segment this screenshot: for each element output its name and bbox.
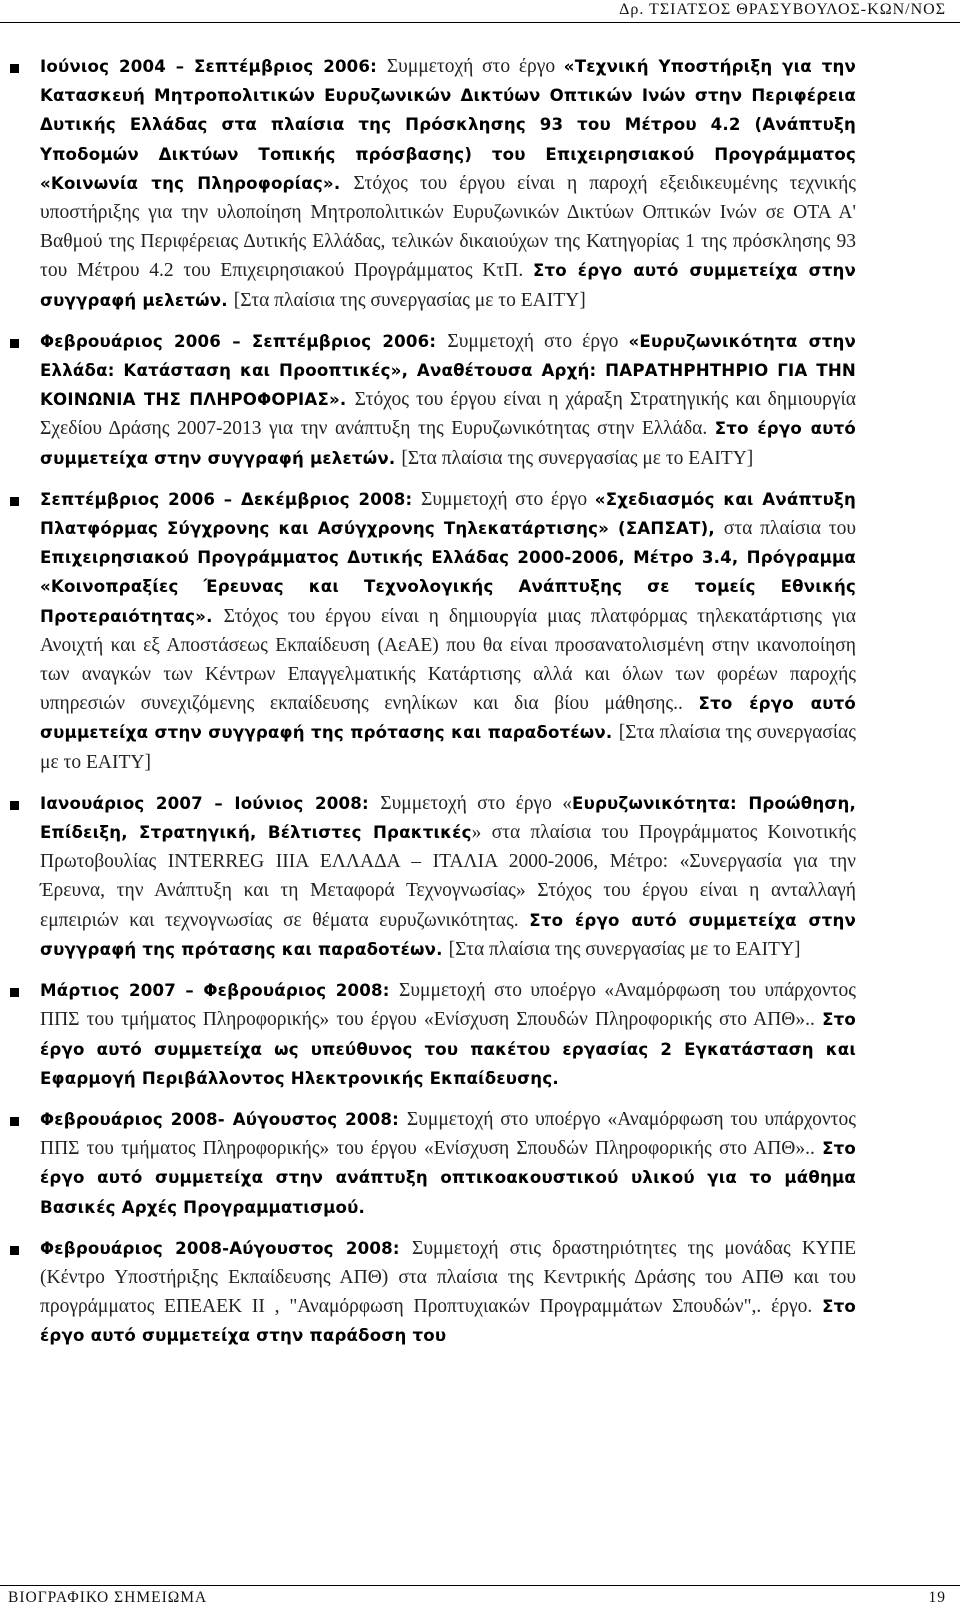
entry-paragraph bbox=[40, 327, 856, 473]
bullet-square-icon bbox=[10, 988, 19, 997]
bullet-square-icon bbox=[10, 801, 19, 810]
entry-paragraph bbox=[40, 52, 856, 315]
list-item bbox=[0, 485, 960, 777]
header-title: Δρ. ΤΣΙΑΤΣΟΣ ΘΡΑΣΥΒΟΥΛΟΣ-ΚΩΝ/ΝΟΣ bbox=[619, 1, 946, 18]
bold-text-segment: «Ευρυζωνικότητα στην Ελλάδα: Κατάσταση και Προοπτικές», Αναθέτουσα Αρχή: ΠΑΡΑΤΗΡΗΤΗΡΙΟ ΓΙΑ ΤΗΝ ΚΟΙΝΩΝΙΑ ΤΗΣ ΠΛΗΡΟΦΟΡΙΑΣ». bbox=[40, 331, 857, 410]
text-segment: » στα πλαίσια του Προγράμματος Κοινοτικής Πρωτοβουλίας INTERREG IIIA ΕΛΛΑΔΑ – ΙΤΑΛΙΑ 2000-2006, Μέτρο: «Συνεργασία για την Έρευνα, την Ανάπτυξη και τη Μεταφορά Τεχνογνωσίας» Στόχος του έργου είναι η ανταλλαγή εμπειριών και τεχνογνωσίας σε θέματα ευρυζωνικότητας. bbox=[40, 822, 856, 931]
text-segment: Στόχος του έργου είναι η παροχή εξειδικευμένης τεχνικής υποστήριξης για την υλοποίηση Μητροπολιτικών Ευρυζωνικών Δικτύων Οπτικών Ινών σε ΟΤΑ Α' Βαθμού της Περιφέρειας Δυτικής Ελλάδας, τελικών δικαιούχων της Κατηγορίας 1 της πρόσκλησης 93 του Μέτρου 4.2 του Επιχειρησιακού Προγράμματος ΚτΠ. bbox=[40, 172, 856, 282]
bold-text-segment: Στο έργο αυτό συμμετείχα στην ανάπτυξη οπτικοακουστικού υλικού για το μάθημα Βασικές Αρχές Προγραμματισμού. bbox=[40, 1139, 856, 1217]
entry-paragraph bbox=[40, 976, 856, 1093]
bold-text-segment: Σεπτέμβριος 2006 – Δεκέμβριος 2008: bbox=[40, 489, 422, 509]
text-segment: Συμμετοχή στο έργο « bbox=[380, 792, 573, 814]
list-item bbox=[0, 1234, 960, 1351]
bold-text-segment: Στο έργο αυτό συμμετείχα στην συγγραφή μελετών. bbox=[40, 261, 856, 310]
entry-paragraph bbox=[40, 485, 856, 777]
bullet-square-icon bbox=[10, 339, 19, 348]
list-item bbox=[0, 976, 960, 1093]
entry-paragraph bbox=[40, 789, 856, 964]
text-segment: Συμμετοχή στις δραστηριότητες της μονάδας ΚΥΠΕ (Κέντρο Υποστήριξης Εκπαίδευσης ΑΠΘ) στα πλαίσια της Κεντρικής Δράσης του ΑΠΘ και του προγράμματος ΕΠΕΑΕΚ ΙΙ , "Αναμόρφωση Προπτυχιακών Προγραμμάτων Σπουδών",. έργο. bbox=[40, 1237, 856, 1318]
footer-title: ΒΙΟΓΡΑΦΙΚΟ ΣΗΜΕΙΩΜΑ bbox=[8, 1589, 208, 1606]
entry-paragraph bbox=[40, 1105, 856, 1222]
bold-text-segment: Στο έργο αυτό συμμετείχα στην συγγραφή της πρότασης και παραδοτέων. bbox=[40, 910, 856, 959]
text-segment: Συμμετοχή στο υποέργο «Αναμόρφωση του υπάρχοντος ΠΠΣ του τμήματος Πληροφορικής» του έργου «Ενίσχυση Σπουδών Πληροφορικής στο ΑΠΘ».. bbox=[40, 1108, 856, 1160]
text-segment: [Στα πλαίσια της συνεργασίας με το ΕΑΙΤΥ] bbox=[401, 447, 754, 469]
bold-text-segment: Στο έργο αυτό συμμετείχα στην συγγραφή μελετών. bbox=[40, 419, 856, 468]
bold-text-segment: «Τεχνική Υποστήριξη για την Κατασκευή Μητροπολιτικών Ευρυζωνικών Δικτύων Οπτικών Ινών στην Περιφέρεια Δυτικής Ελλάδας στα πλαίσια της Πρόσκλησης 93 του Μέτρου 4.2 (Ανάπτυξη Υποδομών Δικτύων Τοπικής πρόσβασης) του Επιχειρησιακού Προγράμματος «Κοινωνία της Πληροφορίας». bbox=[40, 57, 857, 193]
bold-text-segment: Στο έργο αυτό συμμετείχα στην παράδοση του bbox=[40, 1297, 856, 1346]
text-segment: Συμμετοχή στο έργο bbox=[386, 56, 564, 77]
text-segment: στα πλαίσια του bbox=[723, 518, 856, 540]
bold-text-segment: Μάρτιος 2007 – Φεβρουάριος 2008: bbox=[40, 981, 400, 1001]
bullet-square-icon bbox=[10, 497, 19, 506]
bullet-square-icon bbox=[10, 64, 19, 73]
bold-text-segment: Στο έργο αυτό συμμετείχα ως υπεύθυνος του πακέτου εργασίας 2 Εγκατάσταση και Εφαρμογή Περιβάλλοντος Ηλεκτρονικής Εκπαίδευσης. bbox=[40, 1010, 856, 1088]
text-segment: Συμμετοχή στο υποέργο «Αναμόρφωση του υπάρχοντος ΠΠΣ του τμήματος Πληροφορικής» του έργου «Ενίσχυση Σπουδών Πληροφορικής στο ΑΠΘ».. bbox=[40, 980, 856, 1031]
bold-text-segment: «Σχεδιασμός και Ανάπτυξη Πλατφόρμας Σύγχρονης και Ασύγχρονης Τηλεκατάρτισης» (ΣΑΠΣΑΤ), bbox=[40, 489, 856, 539]
text-segment: [Στα πλαίσια της συνεργασίας με το ΕΑΙΤΥ] bbox=[40, 722, 856, 773]
list-item bbox=[0, 327, 960, 473]
text-segment: Συμμετοχή στο έργο bbox=[447, 330, 629, 352]
list-item bbox=[0, 789, 960, 964]
page-header bbox=[0, 0, 960, 23]
bold-text-segment: Επιχειρησιακού Προγράμματος Δυτικής Ελλάδας 2000-2006, Μέτρο 3.4, Πρόγραμμα «Κοινοπραξίες Έρευνας και Τεχνολογικής Ανάπτυξης σε τομείς Εθνικής Προτεραιότητας». bbox=[40, 548, 856, 626]
text-segment: [Στα πλαίσια της συνεργασίας με το ΕΑΙΤΥ] bbox=[233, 289, 586, 311]
bold-text-segment: Στο έργο αυτό συμμετείχα στην συγγραφή της πρότασης και παραδοτέων. bbox=[40, 694, 856, 743]
list-item bbox=[0, 1105, 960, 1222]
text-segment: Συμμετοχή στο έργο bbox=[421, 488, 595, 510]
page-footer bbox=[0, 1585, 960, 1614]
bullet-square-icon bbox=[10, 1246, 19, 1255]
bold-text-segment: Φεβρουάριος 2008- Αύγουστος 2008: bbox=[40, 1109, 407, 1129]
document-body bbox=[0, 52, 960, 1363]
text-segment: Στόχος του έργου είναι η δημιουργία μιας πλατφόρμας τηλεκατάρτισης για Ανοιχτή και εξ Αποστάσεως Εκπαίδευση (ΑεΑΕ) που θα είναι προσανατολισμένη στην ικανοποίηση των αναγκών των Κέντρων Επαγγελματικής Κατάρτισης αλλά και όλων των φορέων παροχής υπηρεσιών συνεχιζόμενης εκπαίδευσης ενηλίκων και δια βίου μάθησης.. bbox=[40, 605, 856, 715]
bold-text-segment: Ιανουάριος 2007 – Ιούνιος 2008: bbox=[40, 793, 381, 813]
list-item bbox=[0, 52, 960, 315]
bold-text-segment: Ιούνιος 2004 – Σεπτέμβριος 2006: bbox=[40, 57, 387, 76]
entry-paragraph bbox=[40, 1234, 856, 1351]
bold-text-segment: Φεβρουάριος 2006 – Σεπτέμβριος 2006: bbox=[40, 331, 448, 351]
page-number: 19 bbox=[928, 1589, 946, 1606]
text-segment: Στόχος του έργου είναι η χάραξη Στρατηγικής και δημιουργία Σχεδίου Δράσης 2007-2013 για την ανάπτυξη της Ευρυζωνικότητας στην Ελλάδα. bbox=[40, 389, 856, 440]
bold-text-segment: Φεβρουάριος 2008-Αύγουστος 2008: bbox=[40, 1238, 412, 1258]
text-segment: [Στα πλαίσια της συνεργασίας με το ΕΑΙΤΥ] bbox=[448, 938, 801, 960]
bold-text-segment: Ευρυζωνικότητα: Προώθηση, Επίδειξη, Στρατηγική, Βέλτιστες Πρακτικές bbox=[40, 793, 856, 843]
bullet-square-icon bbox=[10, 1117, 19, 1126]
